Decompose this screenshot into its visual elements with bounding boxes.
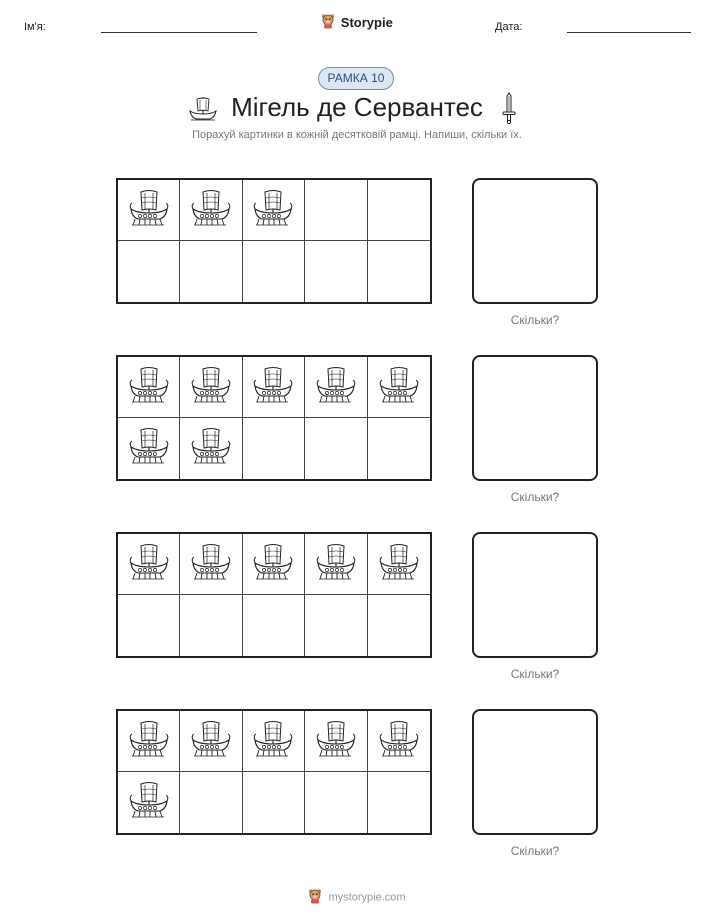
- ten-frame-cell: [180, 241, 242, 302]
- ten-frame-cell: [118, 534, 180, 595]
- ten-frame-cell: [180, 711, 242, 772]
- answer-box[interactable]: [472, 355, 598, 481]
- ten-frame-cell: [305, 595, 367, 656]
- storypie-bear-icon: [321, 13, 335, 32]
- name-label: Ім'я:: [24, 21, 46, 33]
- sword-icon: [502, 92, 516, 129]
- viking-ship-icon: [191, 541, 231, 588]
- ten-frame-cell: [118, 241, 180, 302]
- ten-frame-cell: [368, 772, 430, 833]
- date-label: Дата:: [495, 21, 523, 33]
- viking-ship-icon: [316, 718, 356, 765]
- viking-ship-icon: [253, 364, 293, 411]
- ten-frame-cell: [118, 772, 180, 833]
- ten-frame-cell: [118, 180, 180, 241]
- ten-frame-cell: [305, 241, 367, 302]
- answer-box[interactable]: [472, 532, 598, 658]
- ten-frame-cell: [180, 534, 242, 595]
- ten-frame-cell: [118, 711, 180, 772]
- ten-frame-cell: [180, 180, 242, 241]
- answer-label: Скільки?: [510, 490, 560, 504]
- ten-frame-cell: [368, 180, 430, 241]
- ten-frame: [116, 178, 432, 304]
- ten-frame-cell: [180, 595, 242, 656]
- viking-ship-icon: [191, 187, 231, 234]
- viking-ship-icon: [379, 541, 419, 588]
- ten-frame-cell: [368, 711, 430, 772]
- frame-badge: РАМКА 10: [318, 67, 394, 90]
- ten-frame-cell: [243, 180, 305, 241]
- viking-ship-icon: [129, 718, 169, 765]
- viking-ship-icon: [379, 364, 419, 411]
- ten-frame-cell: [243, 534, 305, 595]
- ten-frame-cell: [118, 418, 180, 479]
- answer-box[interactable]: [472, 178, 598, 304]
- ten-frame-cell: [118, 595, 180, 656]
- answer-label: Скільки?: [510, 844, 560, 858]
- ten-frame-cell: [243, 595, 305, 656]
- viking-ship-icon: [379, 718, 419, 765]
- ten-frame-cell: [243, 711, 305, 772]
- viking-ship-icon: [191, 718, 231, 765]
- ten-frame-cell: [180, 357, 242, 418]
- ten-frame-cell: [305, 534, 367, 595]
- ten-frame: [116, 709, 432, 835]
- ten-frame-cell: [118, 357, 180, 418]
- viking-ship-icon: [129, 425, 169, 472]
- ten-frame-cell: [180, 418, 242, 479]
- footer-url[interactable]: mystorypie.com: [328, 891, 406, 904]
- viking-ship-icon: [129, 541, 169, 588]
- viking-ship-icon: [191, 425, 231, 472]
- viking-ship-icon: [253, 187, 293, 234]
- answer-box[interactable]: [472, 709, 598, 835]
- ten-frame-cell: [305, 711, 367, 772]
- viking-ship-icon: [253, 718, 293, 765]
- ten-frame-cell: [368, 595, 430, 656]
- name-line[interactable]: [101, 32, 257, 33]
- ten-frame-cell: [243, 418, 305, 479]
- ten-frame: [116, 355, 432, 481]
- viking-ship-icon: [316, 364, 356, 411]
- ten-frame-cell: [180, 772, 242, 833]
- storypie-bear-icon: [308, 888, 322, 907]
- ten-frame-cell: [368, 241, 430, 302]
- answer-label: Скільки?: [510, 667, 560, 681]
- ten-frame-cell: [305, 772, 367, 833]
- ten-frame-cell: [305, 357, 367, 418]
- viking-ship-icon: [129, 779, 169, 826]
- ten-frame-cell: [305, 180, 367, 241]
- viking-ship-icon: [191, 364, 231, 411]
- brand-logo: [0, 13, 714, 32]
- ten-frame-cell: [243, 772, 305, 833]
- instructions: Порахуй картинки в кожній десятковій рамці. Напиши, скільки їх.: [192, 129, 522, 141]
- ten-frame-cell: [243, 357, 305, 418]
- ten-frame-cell: [368, 357, 430, 418]
- viking-ship-icon: [129, 364, 169, 411]
- brand-name: Storypie: [340, 15, 393, 30]
- ten-frame-cell: [368, 418, 430, 479]
- viking-ship-icon: [129, 187, 169, 234]
- footer: [0, 888, 714, 907]
- page-title: Мігель де Сервантес: [231, 92, 483, 122]
- date-line[interactable]: [567, 32, 691, 33]
- viking-ship-icon: [316, 541, 356, 588]
- ten-frame-cell: [305, 418, 367, 479]
- ten-frame-cell: [243, 241, 305, 302]
- ten-frame: [116, 532, 432, 658]
- ten-frame-cell: [368, 534, 430, 595]
- answer-label: Скільки?: [510, 313, 560, 327]
- viking-ship-icon: [253, 541, 293, 588]
